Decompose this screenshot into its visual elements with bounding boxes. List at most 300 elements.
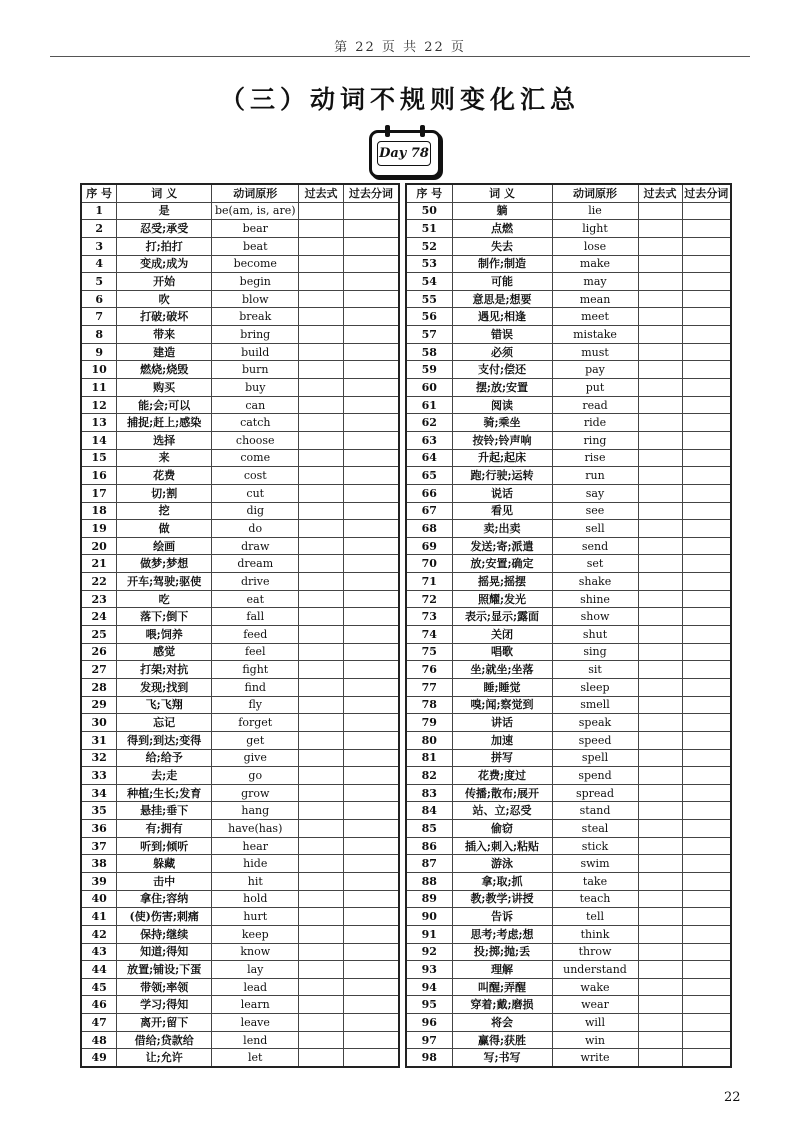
row-number: 80: [406, 731, 452, 749]
row-meaning: 摆;放;安置: [452, 379, 552, 397]
row-past-tense-blank: [638, 555, 682, 573]
row-meaning: 叫醒;弄醒: [452, 978, 552, 996]
row-past-participle-blank: [343, 414, 399, 432]
row-meaning: 做: [117, 520, 212, 538]
row-base-form: hang: [212, 802, 299, 820]
table-row: [406, 414, 731, 432]
row-past-participle-blank: [343, 749, 399, 767]
row-number: 10: [81, 361, 117, 379]
row-number: 98: [406, 1049, 452, 1067]
row-past-participle-blank: [343, 837, 399, 855]
table-row: [406, 872, 731, 890]
table-row: [406, 431, 731, 449]
row-number: 34: [81, 784, 117, 802]
table-row: [406, 273, 731, 291]
row-meaning: 建造: [117, 343, 212, 361]
row-past-tense-blank: [299, 573, 343, 591]
row-base-form: light: [552, 220, 638, 238]
row-past-tense-blank: [299, 820, 343, 838]
row-past-tense-blank: [638, 414, 682, 432]
table-row: [406, 1031, 731, 1049]
row-meaning: 借给;贷款给: [117, 1031, 212, 1049]
row-past-tense-blank: [299, 379, 343, 397]
row-base-form: dream: [212, 555, 299, 573]
row-base-form: bear: [212, 220, 299, 238]
row-past-tense-blank: [299, 802, 343, 820]
row-meaning: 摇晃;摇摆: [452, 573, 552, 591]
row-number: 94: [406, 978, 452, 996]
row-number: 73: [406, 608, 452, 626]
row-number: 90: [406, 908, 452, 926]
row-base-form: sit: [552, 661, 638, 679]
row-base-form: learn: [212, 996, 299, 1014]
row-past-tense-blank: [638, 802, 682, 820]
row-number: 89: [406, 890, 452, 908]
table-row: [81, 890, 399, 908]
row-base-form: know: [212, 943, 299, 961]
row-base-form: buy: [212, 379, 299, 397]
row-number: 55: [406, 290, 452, 308]
row-past-participle-blank: [343, 943, 399, 961]
row-number: 78: [406, 696, 452, 714]
row-past-participle-blank: [682, 943, 731, 961]
row-base-form: grow: [212, 784, 299, 802]
table-row: [81, 237, 399, 255]
row-base-form: fight: [212, 661, 299, 679]
row-number: 21: [81, 555, 117, 573]
row-past-tense-blank: [638, 1014, 682, 1032]
table-row: [81, 837, 399, 855]
row-number: 30: [81, 714, 117, 732]
row-base-form: bring: [212, 326, 299, 344]
row-base-form: pay: [552, 361, 638, 379]
row-meaning: 将会: [452, 1014, 552, 1032]
row-number: 32: [81, 749, 117, 767]
row-number: 92: [406, 943, 452, 961]
row-number: 42: [81, 925, 117, 943]
row-past-participle-blank: [682, 431, 731, 449]
row-past-tense-blank: [638, 1049, 682, 1067]
row-meaning: 听到;倾听: [117, 837, 212, 855]
row-past-tense-blank: [638, 767, 682, 785]
row-past-tense-blank: [299, 255, 343, 273]
row-past-participle-blank: [682, 255, 731, 273]
row-past-tense-blank: [299, 537, 343, 555]
row-base-form: come: [212, 449, 299, 467]
table-row: [81, 714, 399, 732]
row-past-tense-blank: [638, 590, 682, 608]
table-row: [81, 731, 399, 749]
row-number: 60: [406, 379, 452, 397]
table-row: [81, 749, 399, 767]
row-past-participle-blank: [343, 696, 399, 714]
row-meaning: 告诉: [452, 908, 552, 926]
row-past-tense-blank: [638, 855, 682, 873]
row-past-participle-blank: [343, 678, 399, 696]
row-base-form: take: [552, 872, 638, 890]
row-meaning: 写;书写: [452, 1049, 552, 1067]
row-past-tense-blank: [638, 537, 682, 555]
row-past-tense-blank: [638, 731, 682, 749]
col-header-base-form: 动词原形: [212, 184, 299, 202]
table-row: [81, 467, 399, 485]
table-row: [406, 484, 731, 502]
row-past-tense-blank: [638, 449, 682, 467]
row-past-participle-blank: [343, 925, 399, 943]
row-past-participle-blank: [343, 361, 399, 379]
row-number: 43: [81, 943, 117, 961]
table-row: [81, 520, 399, 538]
row-past-tense-blank: [638, 872, 682, 890]
row-past-participle-blank: [682, 220, 731, 238]
row-past-tense-blank: [638, 255, 682, 273]
table-row: [406, 714, 731, 732]
row-past-tense-blank: [299, 749, 343, 767]
row-base-form: drive: [212, 573, 299, 591]
row-past-tense-blank: [638, 714, 682, 732]
row-past-tense-blank: [299, 1049, 343, 1067]
table-row: [406, 925, 731, 943]
row-past-tense-blank: [299, 237, 343, 255]
row-base-form: will: [552, 1014, 638, 1032]
row-base-form: shut: [552, 626, 638, 644]
row-meaning: 来: [117, 449, 212, 467]
row-past-participle-blank: [343, 1031, 399, 1049]
row-past-tense-blank: [638, 202, 682, 220]
row-past-tense-blank: [299, 273, 343, 291]
row-base-form: ring: [552, 431, 638, 449]
row-past-participle-blank: [343, 872, 399, 890]
day-badge: [369, 130, 441, 178]
row-number: 69: [406, 537, 452, 555]
row-past-tense-blank: [638, 661, 682, 679]
table-row: [81, 590, 399, 608]
row-meaning: 关闭: [452, 626, 552, 644]
row-past-tense-blank: [299, 696, 343, 714]
row-past-participle-blank: [343, 379, 399, 397]
row-base-form: shine: [552, 590, 638, 608]
row-meaning: 购买: [117, 379, 212, 397]
row-number: 51: [406, 220, 452, 238]
row-base-form: choose: [212, 431, 299, 449]
row-meaning: 失去: [452, 237, 552, 255]
row-base-form: cost: [212, 467, 299, 485]
row-past-tense-blank: [638, 943, 682, 961]
row-past-participle-blank: [682, 1014, 731, 1032]
row-base-form: hide: [212, 855, 299, 873]
row-number: 88: [406, 872, 452, 890]
row-past-tense-blank: [638, 890, 682, 908]
row-past-participle-blank: [682, 555, 731, 573]
row-meaning: 去;走: [117, 767, 212, 785]
row-base-form: cut: [212, 484, 299, 502]
row-meaning: 吹: [117, 290, 212, 308]
row-number: 22: [81, 573, 117, 591]
row-number: 35: [81, 802, 117, 820]
row-base-form: let: [212, 1049, 299, 1067]
row-base-form: become: [212, 255, 299, 273]
row-base-form: get: [212, 731, 299, 749]
table-row: [406, 802, 731, 820]
row-number: 72: [406, 590, 452, 608]
row-base-form: shake: [552, 573, 638, 591]
table-row: [81, 820, 399, 838]
table-row: [406, 943, 731, 961]
row-meaning: 点燃: [452, 220, 552, 238]
row-past-participle-blank: [682, 767, 731, 785]
row-base-form: can: [212, 396, 299, 414]
table-row: [81, 784, 399, 802]
row-past-tense-blank: [299, 767, 343, 785]
row-base-form: give: [212, 749, 299, 767]
table-row: [81, 502, 399, 520]
col-header-number: 序 号: [81, 184, 117, 202]
row-past-tense-blank: [638, 784, 682, 802]
row-meaning: 悬挂;垂下: [117, 802, 212, 820]
verb-table-left: [80, 183, 400, 1068]
row-past-participle-blank: [682, 661, 731, 679]
table-row: [81, 255, 399, 273]
table-row: [406, 749, 731, 767]
row-past-tense-blank: [638, 326, 682, 344]
row-number: 7: [81, 308, 117, 326]
row-past-participle-blank: [682, 837, 731, 855]
row-base-form: sell: [552, 520, 638, 538]
row-meaning: 错误: [452, 326, 552, 344]
row-number: 57: [406, 326, 452, 344]
row-base-form: stick: [552, 837, 638, 855]
row-number: 95: [406, 996, 452, 1014]
row-meaning: 骑;乘坐: [452, 414, 552, 432]
table-row: [406, 237, 731, 255]
table-header-row: [406, 184, 731, 202]
row-meaning: 嗅;闻;察觉到: [452, 696, 552, 714]
row-meaning: 阅读: [452, 396, 552, 414]
row-base-form: burn: [212, 361, 299, 379]
row-past-tense-blank: [299, 996, 343, 1014]
table-row: [81, 978, 399, 996]
row-past-tense-blank: [299, 714, 343, 732]
table-row: [81, 379, 399, 397]
row-number: 65: [406, 467, 452, 485]
table-row: [81, 696, 399, 714]
table-row: [406, 608, 731, 626]
table-row: [406, 961, 731, 979]
row-past-participle-blank: [682, 855, 731, 873]
table-row: [81, 626, 399, 644]
row-base-form: win: [552, 1031, 638, 1049]
row-past-participle-blank: [343, 626, 399, 644]
row-past-participle-blank: [343, 978, 399, 996]
row-base-form: spread: [552, 784, 638, 802]
row-number: 64: [406, 449, 452, 467]
row-base-form: hold: [212, 890, 299, 908]
row-past-tense-blank: [299, 978, 343, 996]
row-base-form: write: [552, 1049, 638, 1067]
row-meaning: 支付;偿还: [452, 361, 552, 379]
row-meaning: 游泳: [452, 855, 552, 873]
row-meaning: 升起;起床: [452, 449, 552, 467]
table-row: [81, 855, 399, 873]
row-number: 13: [81, 414, 117, 432]
day-badge-label: Day 78: [377, 141, 431, 166]
row-past-participle-blank: [682, 731, 731, 749]
table-row: [81, 661, 399, 679]
row-past-participle-blank: [343, 431, 399, 449]
row-past-tense-blank: [299, 608, 343, 626]
row-past-participle-blank: [682, 872, 731, 890]
table-row: [406, 220, 731, 238]
row-base-form: lay: [212, 961, 299, 979]
row-meaning: 开车;驾驶;驱使: [117, 573, 212, 591]
row-base-form: mistake: [552, 326, 638, 344]
row-past-participle-blank: [343, 290, 399, 308]
table-row: [406, 626, 731, 644]
row-base-form: teach: [552, 890, 638, 908]
table-row: [406, 537, 731, 555]
row-base-form: meet: [552, 308, 638, 326]
row-meaning: 挖: [117, 502, 212, 520]
row-base-form: must: [552, 343, 638, 361]
row-past-tense-blank: [299, 343, 343, 361]
row-number: 91: [406, 925, 452, 943]
row-past-participle-blank: [682, 202, 731, 220]
verb-table-right: [405, 183, 732, 1068]
row-meaning: 站、立;忍受: [452, 802, 552, 820]
row-base-form: steal: [552, 820, 638, 838]
row-past-participle-blank: [343, 802, 399, 820]
row-number: 15: [81, 449, 117, 467]
row-number: 37: [81, 837, 117, 855]
row-base-form: feel: [212, 643, 299, 661]
row-base-form: keep: [212, 925, 299, 943]
row-meaning: 切;割: [117, 484, 212, 502]
row-number: 53: [406, 255, 452, 273]
row-base-form: run: [552, 467, 638, 485]
table-row: [406, 1049, 731, 1067]
row-number: 9: [81, 343, 117, 361]
row-base-form: understand: [552, 961, 638, 979]
row-past-participle-blank: [682, 379, 731, 397]
row-base-form: hurt: [212, 908, 299, 926]
row-past-participle-blank: [343, 520, 399, 538]
row-past-tense-blank: [638, 1031, 682, 1049]
row-meaning: 是: [117, 202, 212, 220]
row-number: 14: [81, 431, 117, 449]
row-past-participle-blank: [343, 255, 399, 273]
row-meaning: 插入;刺入;粘贴: [452, 837, 552, 855]
row-past-participle-blank: [682, 449, 731, 467]
row-past-participle-blank: [343, 449, 399, 467]
row-number: 93: [406, 961, 452, 979]
row-past-tense-blank: [638, 431, 682, 449]
row-number: 11: [81, 379, 117, 397]
row-base-form: lose: [552, 237, 638, 255]
row-number: 81: [406, 749, 452, 767]
row-meaning: 发现;找到: [117, 678, 212, 696]
row-base-form: may: [552, 273, 638, 291]
table-row: [406, 326, 731, 344]
row-past-tense-blank: [299, 661, 343, 679]
table-row: [81, 273, 399, 291]
row-meaning: 能;会;可以: [117, 396, 212, 414]
row-base-form: speed: [552, 731, 638, 749]
row-past-tense-blank: [299, 855, 343, 873]
row-past-participle-blank: [343, 467, 399, 485]
row-meaning: 理解: [452, 961, 552, 979]
table-row: [406, 555, 731, 573]
row-past-participle-blank: [682, 996, 731, 1014]
row-base-form: speak: [552, 714, 638, 732]
row-base-form: smell: [552, 696, 638, 714]
row-past-participle-blank: [343, 996, 399, 1014]
row-number: 27: [81, 661, 117, 679]
row-meaning: 忍受;承受: [117, 220, 212, 238]
row-past-participle-blank: [343, 537, 399, 555]
row-meaning: 制作;制造: [452, 255, 552, 273]
page-number: 22: [724, 1090, 741, 1105]
page-title: （三）动词不规则变化汇总: [219, 85, 580, 114]
table-row: [81, 484, 399, 502]
verb-table-left-body: [81, 202, 399, 1067]
row-past-tense-blank: [299, 484, 343, 502]
table-row: [81, 1049, 399, 1067]
row-past-participle-blank: [682, 678, 731, 696]
row-meaning: 放;安置;确定: [452, 555, 552, 573]
row-past-participle-blank: [343, 890, 399, 908]
row-past-tense-blank: [638, 520, 682, 538]
table-row: [406, 996, 731, 1014]
table-row: [81, 996, 399, 1014]
row-meaning: 花费;度过: [452, 767, 552, 785]
row-base-form: beat: [212, 237, 299, 255]
row-past-participle-blank: [682, 908, 731, 926]
row-number: 45: [81, 978, 117, 996]
table-row: [81, 449, 399, 467]
row-past-tense-blank: [299, 467, 343, 485]
row-past-tense-blank: [299, 326, 343, 344]
col-header-past-participle: 过去分词: [343, 184, 399, 202]
row-base-form: begin: [212, 273, 299, 291]
row-number: 70: [406, 555, 452, 573]
row-past-tense-blank: [638, 290, 682, 308]
table-row: [406, 978, 731, 996]
row-base-form: put: [552, 379, 638, 397]
row-past-participle-blank: [343, 220, 399, 238]
row-base-form: see: [552, 502, 638, 520]
row-number: 5: [81, 273, 117, 291]
row-meaning: 思考;考虑;想: [452, 925, 552, 943]
row-meaning: 表示;显示;露面: [452, 608, 552, 626]
row-past-participle-blank: [682, 1049, 731, 1067]
row-past-tense-blank: [299, 1014, 343, 1032]
row-number: 31: [81, 731, 117, 749]
table-row: [81, 308, 399, 326]
row-number: 2: [81, 220, 117, 238]
row-base-form: think: [552, 925, 638, 943]
row-number: 6: [81, 290, 117, 308]
table-row: [81, 573, 399, 591]
row-number: 76: [406, 661, 452, 679]
row-past-participle-blank: [343, 731, 399, 749]
row-number: 54: [406, 273, 452, 291]
row-past-tense-blank: [638, 273, 682, 291]
row-meaning: 吃: [117, 590, 212, 608]
table-row: [406, 820, 731, 838]
row-past-tense-blank: [299, 943, 343, 961]
col-header-meaning: 词 义: [117, 184, 212, 202]
row-past-tense-blank: [299, 590, 343, 608]
